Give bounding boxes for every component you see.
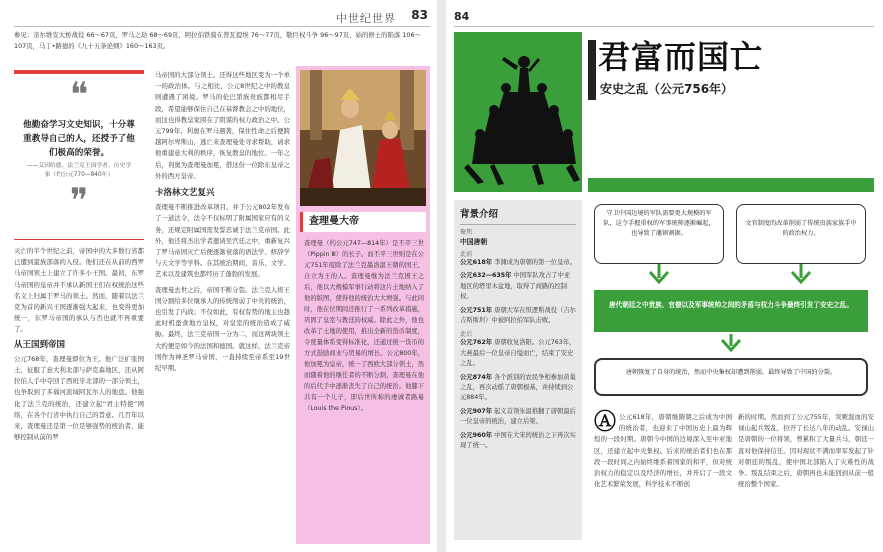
col1-paragraph: 灭亡的半个世纪之前，帝国中的大多数行省都已遭到蛮族部落的入侵。他们还在从前的西罗马帝国领土上建立了许多小王国。最初，东罗马帝国的皇帝并不承认新国王们在权统治这些名义上归属于罗马的领土。然而，随着以法兰克为首的新兴王国逐渐强大起来，也变得更加统一，东罗马帝国的承认与否也就不再重要了。 [14, 247, 144, 334]
before-item [460, 258, 576, 268]
result-band: 唐代朝廷之中贵族、官僚以及军事统帅之间的矛盾与权力斗争最终引发了安史之乱。 [594, 290, 868, 332]
col1-paragraph-2: 公元768年，查理曼即位为王。他广泛扩张国土，征服了意大利北部与萨克森地区，还从阿拉伯人手中夺回了西班牙北部的一部分领土，也争取到了多瑙河流域阿瓦尔人的地盘。他强化了法兰克的统治，还建立起“君主特使”网络，在各个行省中执行自己的旨意。几百年以来，查理曼还是第一位是够强势的统治者，能够控制从前的罗 [14, 354, 144, 442]
before-label: 此前 [460, 251, 473, 258]
outcome-box: 唐朝恢复了自身的统治，然而中央集权却遭到削弱，最终导致了中国的分裂。 [594, 358, 868, 396]
col2-paragraph-3: 查理曼去世之后，帝国不断分裂。法兰克人将王国分割给多位继承人的传统削弱了中央的统治，也引发了内战；不仅如此，有权有势的地主也趁此时机蚕食地方皇权，对皇室的统治造成了威胁。最终，法兰克帝国一分为二，而这两块领土大约便是如今的法国和德国。就这样，法兰克帝国作为神圣罗马帝国，一直持续至帝系至19世纪早期。 [155, 285, 290, 373]
quote-open-icon: ❝ [69, 75, 89, 115]
sidebar-title: 查理曼大帝 [300, 212, 426, 232]
col2-paragraph: 马帝国的大部分领土。还得这些地区变为一个单一的政治体。与之相比，公元8世纪之中的教皇则遭遇了困境。罗马的伦巴第族贵族都相尽手段，希望能够保住自己在基督教会之中的地位，而这也得教皇家困在了阴谋的权力政治之中。公元799年，利奥在罗马遇袭，保住性命之后便跨越阿尔卑斯山，逃亡来查理曼处寻求帮助，请求他重建意大利的秩序，恢复教皇的地位。一年之后，利奥为查理曼加冕，借这份一位除东皇帝之外的西方皇帝。 [155, 71, 290, 180]
left-page [0, 0, 438, 552]
after-year: 公元874年 [460, 373, 493, 381]
left-page-number: 83 [411, 8, 428, 22]
col1-section-title: 从王国到帝国 [14, 339, 66, 350]
drop-cap-icon: Ⓐ [594, 410, 617, 435]
chapter-title: 君富而国亡 [598, 38, 764, 76]
col2-paragraph-2: 查理曼不断推进改革项目，并于公元802年发布了一道法令，法令不仅标明了附属国家应有的义务，还规定附属国需发誓忠诚于法兰克帝国。此外，他还将杰出学者邀请至宫廷之中，重新复兴了罗马帝国灭亡后便逐渐衰落的语法学、修辞学与天文学等学科。在其统治期间，音乐、文学、艺术以及建筑也都经历了蓬勃的发展。 [155, 203, 290, 279]
focus-label: 聚焦 [460, 229, 473, 236]
before-text: 李渊成为唐朝的第一位皇帝。 [494, 259, 576, 266]
background-heading: 背景介绍 [460, 209, 499, 220]
quote-block [14, 70, 144, 242]
quote-text: 他勤奋学习文史知识，十分尊重教导自己的人，还授予了他们极高的荣誉。 [23, 120, 135, 158]
body-col2-text: 新的时期。然而到了公元755年，突厥混血的安禄山起兵叛乱，拉开了长达八年的动乱。安禄山是唐朝的一位将领，曾累积了大量兵马，朝廷一直对他保持信任。因对现状不满而率军发起了针对朝廷的叛乱，使中国北部陷入了灾难性的战争。叛乱结束之后，唐朝再也未能回到从前一般统治整个国家。 [738, 413, 874, 489]
body-col1-text: 公元618年，唐朝继隋朝之后成为中国的统治者，也迎来了中国历史上最为辉煌的一段时期。唐朝今中国的边境深入至中亚地区，还建立起中央集权。后来的统治者们也在那段一段时间之内始终维系着国家的和平，但对统治权力的稳定以及经济的增长，并开启了一段文化艺术繁荣发展，科学技术不断创 [594, 413, 732, 489]
before-item [460, 271, 576, 302]
background-column [454, 200, 582, 540]
after-text: 起义首领朱温推翻了唐朝最后一位皇帝的统治，建立后梁。 [460, 407, 576, 426]
sidebar-text: 查理曼（约公元747—814年）是丕平三世（Pippin Ⅲ）的长子。而丕平三世则是在公元751年废除了法兰克墨洛温王朝的国王，自立为王的人。查理曼继为法兰克国王之后，他以大规模军事行动将这片土地纳入了他的版图，使得他的统治大大增强。与此同时，他在位期间还推行了一系列改革措施，巩固了皇室与教廷的权威。除此之外，他也改革了土地的使用，推出全新的货币制度，令度量体系变得标准化，还通过统一货币的方式鼓励商业与贸易的增长。公元800年，他加冕为皇帝，统一了西欧大部分领土，然而随着他的继任者的不断分割，查理曼在他的后代手中逐渐丧失了自己的统治。他膝下共有一个儿子，即后世所称的虔诚者路易（Louis the Pious）。 [304, 240, 424, 412]
right-page-number: 84 [454, 10, 470, 23]
title-block [588, 32, 874, 116]
painting-illustration [300, 70, 426, 206]
cause-box-1: 守卫中国边境的军队需要更大规模的军队，这令手握重权的军事统帅逐渐崛起，也导致了藩镇割据。 [594, 204, 724, 264]
after-year: 公元960年 [460, 431, 493, 439]
after-text: 唐朝收复洛阳。公元763年，大燕最后一位皇帝自缢而亡，结束了安史之乱。 [460, 339, 576, 368]
quote-close-icon: ❞ [69, 181, 89, 221]
before-year: 公元618年 [460, 259, 493, 266]
before-text: 中国军队攻占了中亚地区的塔里木盆地，取得了商路的控制权。 [460, 272, 571, 301]
people-pyramid-icon [454, 32, 582, 192]
after-item [460, 407, 576, 428]
title-green-bar [588, 178, 874, 192]
page-gutter [437, 0, 446, 552]
charlemagne-sidebar [296, 66, 430, 544]
down-arrow-center [588, 334, 874, 358]
before-text: 唐朝大军在怛逻斯战役（吉尔吉斯斯坦）中被阿拉伯军队击败。 [460, 306, 576, 325]
title-bar-left [588, 40, 596, 100]
after-item [460, 338, 576, 369]
after-item [460, 431, 576, 452]
before-item [460, 306, 576, 327]
before-year: 公元632—635年 [460, 272, 512, 280]
icon-panel [454, 32, 582, 192]
cause-box-2: 文官制度的改革削弱了传统贵族家族手中的政治权力。 [736, 204, 866, 264]
before-year: 公元751年 [460, 306, 493, 314]
see-also: 参见：亲尔维安大桥战役 66～67页，罗马之劫 68～69页，阿拉伯铁骑在普瓦提埃 76～77页，敬巨权斗争 96～97页，始的修士的陷落 106～107页，马丁•路德的《九十五条论纲》160～163页。 [14, 31, 421, 50]
charlemagne-painting [300, 70, 426, 206]
after-text: 中国在大宋的统治之下再次实现了统一。 [460, 431, 576, 450]
chapter-subtitle: 安史之乱（公元756年） [600, 82, 734, 96]
col2-section-title: 卡洛林文艺复兴 [155, 188, 215, 199]
after-text: 各个派别的农民争相参加黄巢之乱，再次动摇了唐朝根基，并持续到公元884年。 [460, 373, 576, 402]
col2-text [155, 70, 290, 374]
focus-value: 中国唐朝 [460, 238, 488, 246]
quote-divider [14, 239, 144, 240]
after-year: 公元907年 [460, 407, 493, 415]
body-col1 [594, 412, 732, 490]
after-item [460, 373, 576, 404]
left-header-title: 中世纪世界 [336, 12, 396, 25]
col1-text [14, 246, 144, 443]
after-label: 此后 [460, 331, 473, 339]
left-header [14, 6, 430, 27]
right-header-rule [454, 26, 874, 27]
after-year: 公元762年 [460, 339, 493, 347]
quote-source: ——艾因哈德，法兰克王国学者、历史学家（约公元770—840年） [26, 163, 132, 178]
right-page [446, 0, 883, 552]
background-divider [460, 224, 576, 225]
